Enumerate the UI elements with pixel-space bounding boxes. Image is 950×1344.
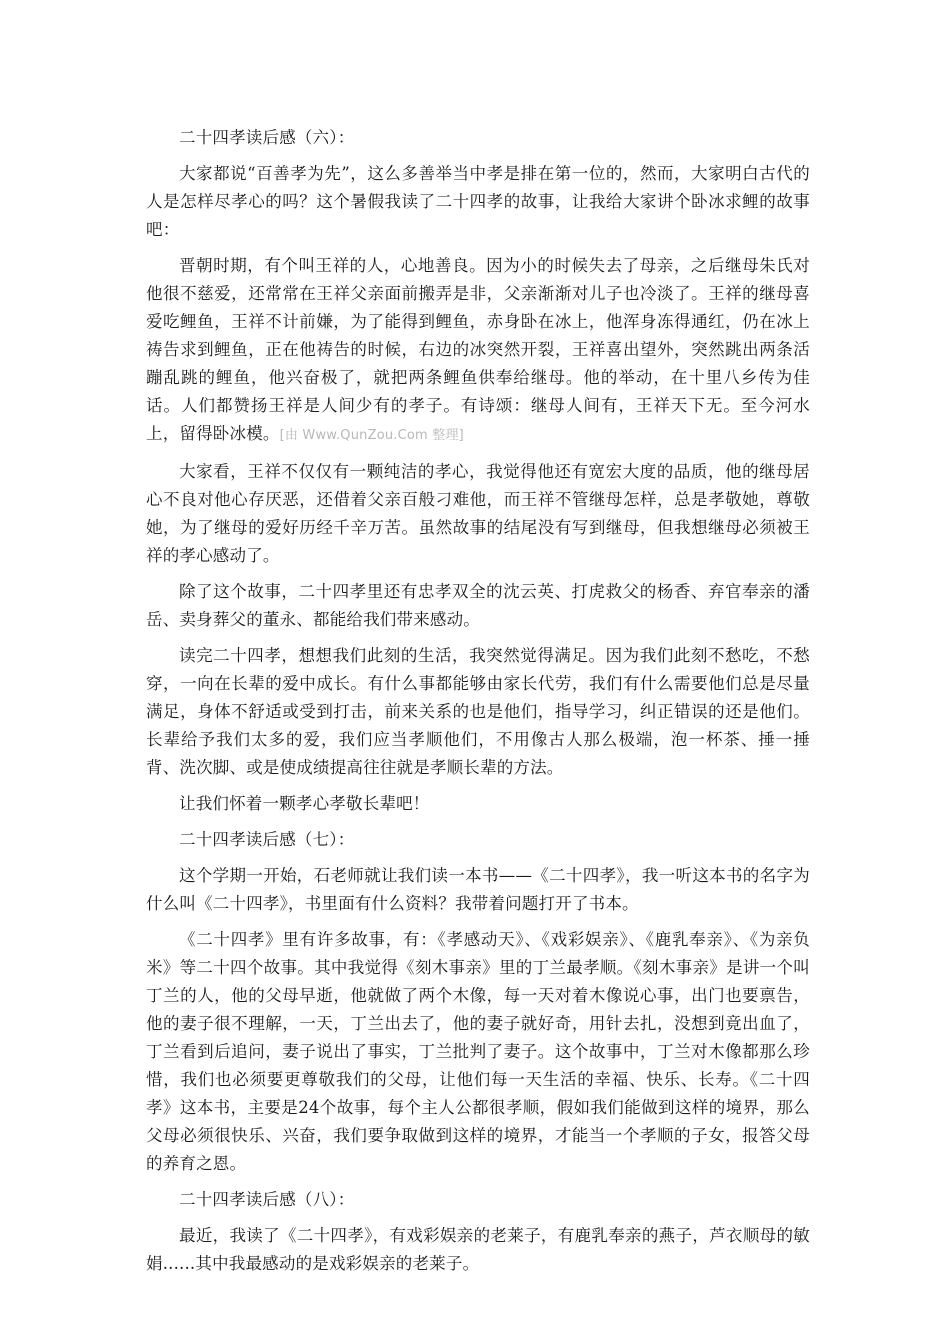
- section-6-paragraph-6: 让我们怀着一颗孝心孝敬长辈吧！: [179, 794, 430, 813]
- source-watermark: [由 Www.QunZou.Com 整理]: [279, 428, 464, 443]
- section-7-paragraph-1: 这个学期一开始，石老师就让我们读一本书——《二十四孝》，我一听这本书的名字为什么叫《二十四孝》，书里面有什么资料？我带着问题打开了书本。: [146, 866, 810, 913]
- section-6-paragraph-4: 除了这个故事，二十四孝里还有忠孝双全的沈云英、打虎救父的杨香、弃官奉亲的潘岳、卖身葬父的董永、都能给我们带来感动。: [146, 582, 810, 629]
- section-6-paragraph-3: 大家看，王祥不仅仅有一颗纯洁的孝心，我觉得他还有宽宏大度的品质，他的继母居心不良对他心存厌恶，还借着父亲百般刁难他，而王祥不管继母怎样，总是孝敬她，尊敬她，为了继母的爱好历经千辛万苦。虽然故事的结尾没有写到继母，但我想继母必须被王祥的孝心感动了。: [146, 462, 810, 565]
- document-page: [146, 124, 810, 1286]
- section-6-paragraph-2-text: 晋朝时期，有个叫王祥的人，心地善良。因为小的时候失去了母亲，之后继母朱氏对他很不慈爱，还常常在王祥父亲面前搬弄是非，父亲渐渐对儿子也冷淡了。王祥的继母喜爱吃鲤鱼，王祥不计前嫌，为了能得到鲤鱼，赤身卧在冰上，他浑身冻得通红，仍在冰上祷告求到鲤鱼，正在他祷告的时候，右边的冰突然开裂，王祥喜出望外，突然跳出两条活蹦乱跳的鲤鱼，他兴奋极了，就把两条鲤鱼供奉给继母。他的举动，在十里八乡传为佳话。人们都赞扬王祥是人间少有的孝子。有诗颂：继母人间有，王祥天下无。至今河水上，留得卧冰模。: [146, 256, 810, 443]
- section-8-paragraph-1: 最近，我读了《二十四孝》，有戏彩娱亲的老莱子，有鹿乳奉亲的燕子，芦衣顺母的敏娟......其中我最感动的是戏彩娱亲的老莱子。: [146, 1226, 810, 1273]
- section-7-paragraph-2: 《二十四孝》里有许多故事，有：《孝感动天》、《戏彩娱亲》、《鹿乳奉亲》、《为亲负米》等二十四个故事。其中我觉得《刻木事亲》里的丁兰最孝顺。《刻木事亲》是讲一个叫丁兰的人，他的父母早逝，他就做了两个木像，每一天对着木像说心事，出门也要禀告，他的妻子很不理解，一天，丁兰出去了，他的妻子就好奇，用针去扎，没想到竟出血了，丁兰看到后追问，妻子说出了事实，丁兰批判了妻子。这个故事中，丁兰对木像都那么珍惜，我们也必须要更尊敬我们的父母，让他们每一天生活的幸福、快乐、长寿。《二十四孝》这本书，主要是24个故事，每个主人公都很孝顺，假如我们能做到这样的境界，那么父母必须很快乐、兴奋，我们要争取做到这样的境界，才能当一个孝顺的子女，报答父母的养育之恩。: [146, 930, 810, 1173]
- section-6-paragraph-2: [146, 252, 810, 450]
- section-8-heading: 二十四孝读后感（八）：: [179, 1190, 355, 1209]
- section-6-paragraph-1: 大家都说“百善孝为先”，这么多善举当中孝是排在第一位的，然而，大家明白古代的人是怎样尽孝心的吗？这个暑假我读了二十四孝的故事，让我给大家讲个卧冰求鲤的故事吧：: [146, 164, 810, 239]
- section-7-heading: 二十四孝读后感（七）：: [179, 830, 355, 849]
- section-6-paragraph-5: 读完二十四孝，想想我们此刻的生活，我突然觉得满足。因为我们此刻不愁吃，不愁穿，一向在长辈的爱中成长。有什么事都能够由家长代劳，我们有什么需要他们总是尽量满足，身体不舒适或受到打击，前来关系的也是他们，指导学习，纠正错误的还是他们。长辈给予我们太多的爱，我们应当孝顺他们，不用像古人那么极端，泡一杯茶、捶一捶背、洗次脚、或是使成绩提高往往就是孝顺长辈的方法。: [146, 646, 810, 777]
- section-6-heading: 二十四孝读后感（六）：: [179, 128, 355, 147]
